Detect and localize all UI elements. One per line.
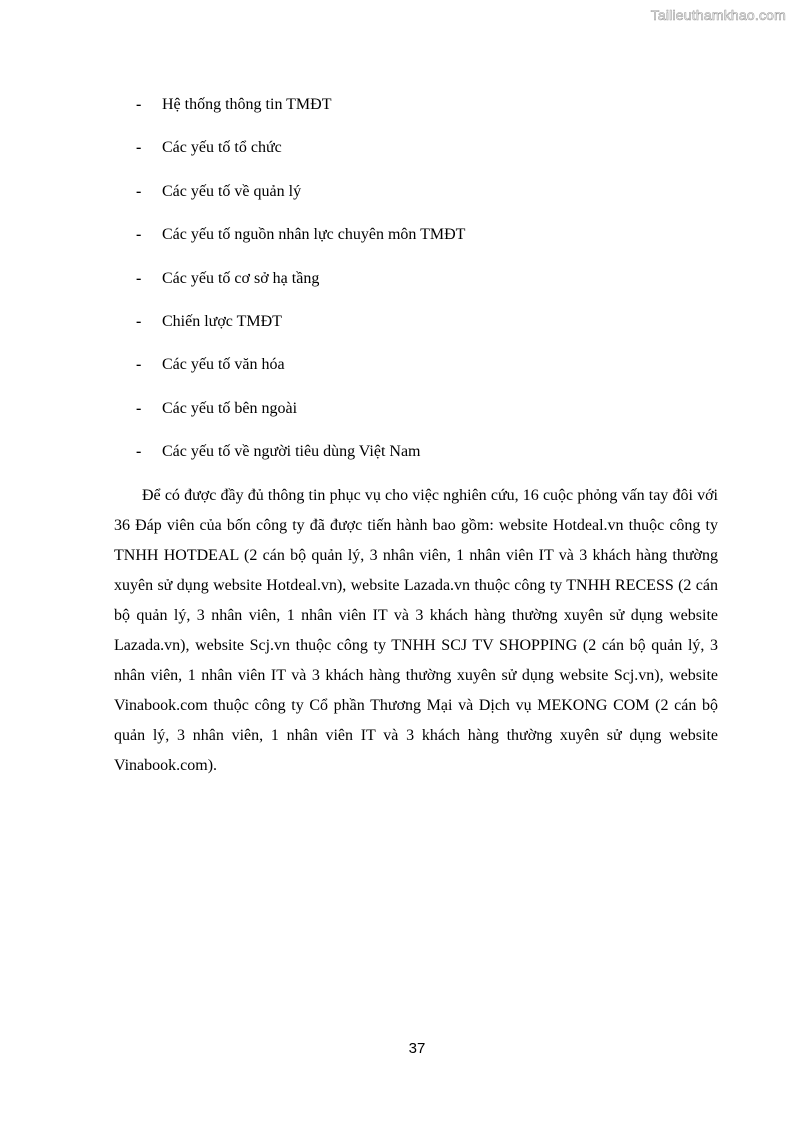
dash-marker: - bbox=[136, 356, 142, 374]
bullet-item-culture bbox=[136, 352, 465, 395]
dash-marker: - bbox=[136, 182, 142, 200]
bullet-text: Các yếu tố bên ngoài bbox=[162, 399, 298, 417]
page-number: 37 bbox=[408, 1040, 426, 1057]
factor-bullet-list bbox=[136, 92, 465, 483]
dash-marker: - bbox=[136, 226, 142, 244]
bullet-text: Các yếu tố văn hóa bbox=[162, 356, 285, 374]
watermark-text: Tailieuthamkhao.com bbox=[650, 7, 786, 23]
bullet-item-information-system bbox=[136, 92, 465, 135]
dash-marker: - bbox=[136, 399, 142, 417]
bullet-text: Các yếu tố về người tiêu dùng Việt Nam bbox=[162, 443, 421, 461]
bullet-item-management bbox=[136, 179, 465, 222]
bullet-item-external bbox=[136, 396, 465, 439]
bullet-item-organization bbox=[136, 135, 465, 178]
bullet-text: Hệ thống thông tin TMĐT bbox=[162, 96, 332, 113]
bullet-item-infrastructure bbox=[136, 266, 465, 309]
dash-marker: - bbox=[136, 443, 142, 461]
bullet-text: Các yếu tố cơ sở hạ tầng bbox=[162, 269, 320, 287]
bullet-text: Các yếu tố về quản lý bbox=[162, 182, 302, 200]
dash-marker: - bbox=[136, 139, 142, 157]
bullet-item-consumers bbox=[136, 439, 465, 482]
bullet-text: Các yếu tố nguồn nhân lực chuyên môn TMĐT bbox=[162, 226, 466, 244]
bullet-text: Các yếu tố tổ chức bbox=[162, 139, 282, 157]
dash-marker: - bbox=[136, 269, 142, 287]
dash-marker: - bbox=[136, 312, 142, 330]
bullet-item-human-resources bbox=[136, 222, 465, 265]
bullet-item-strategy bbox=[136, 309, 465, 352]
bullet-text: Chiến lược TMĐT bbox=[162, 312, 282, 330]
body-paragraph: Để có được đầy đủ thông tin phục vụ cho việc nghiên cứu, 16 cuộc phỏng vấn tay đôi với 36 Đáp viên của bốn công ty đã được tiến hành bao gồm: website Hotdeal.vn thuộc công ty TNHH HOTDEAL (2 cán bộ quản lý, 3 nhân viên, 1 nhân viên IT và 3 khách hàng thường xuyên sử dụng website Hotdeal.vn), website Lazada.vn thuộc công ty TNHH RECESS (2 cán bộ quản lý, 3 nhân viên, 1 nhân viên IT và 3 khách hàng thường xuyên sử dụng website Lazada.vn), website Scj.vn thuộc công ty TNHH SCJ TV SHOPPING (2 cán bộ quản lý, 3 nhân viên, 1 nhân viên IT và 3 khách hàng thường xuyên sử dụng website Scj.vn), website Vinabook.com thuộc công ty Cổ phần Thương Mại và Dịch vụ MEKONG COM (2 cán bộ quản lý, 3 nhân viên, 1 nhân viên IT và 3 khách hàng thường xuyên sử dụng website Vinabook.com). bbox=[114, 487, 718, 774]
dash-marker: - bbox=[136, 96, 142, 113]
